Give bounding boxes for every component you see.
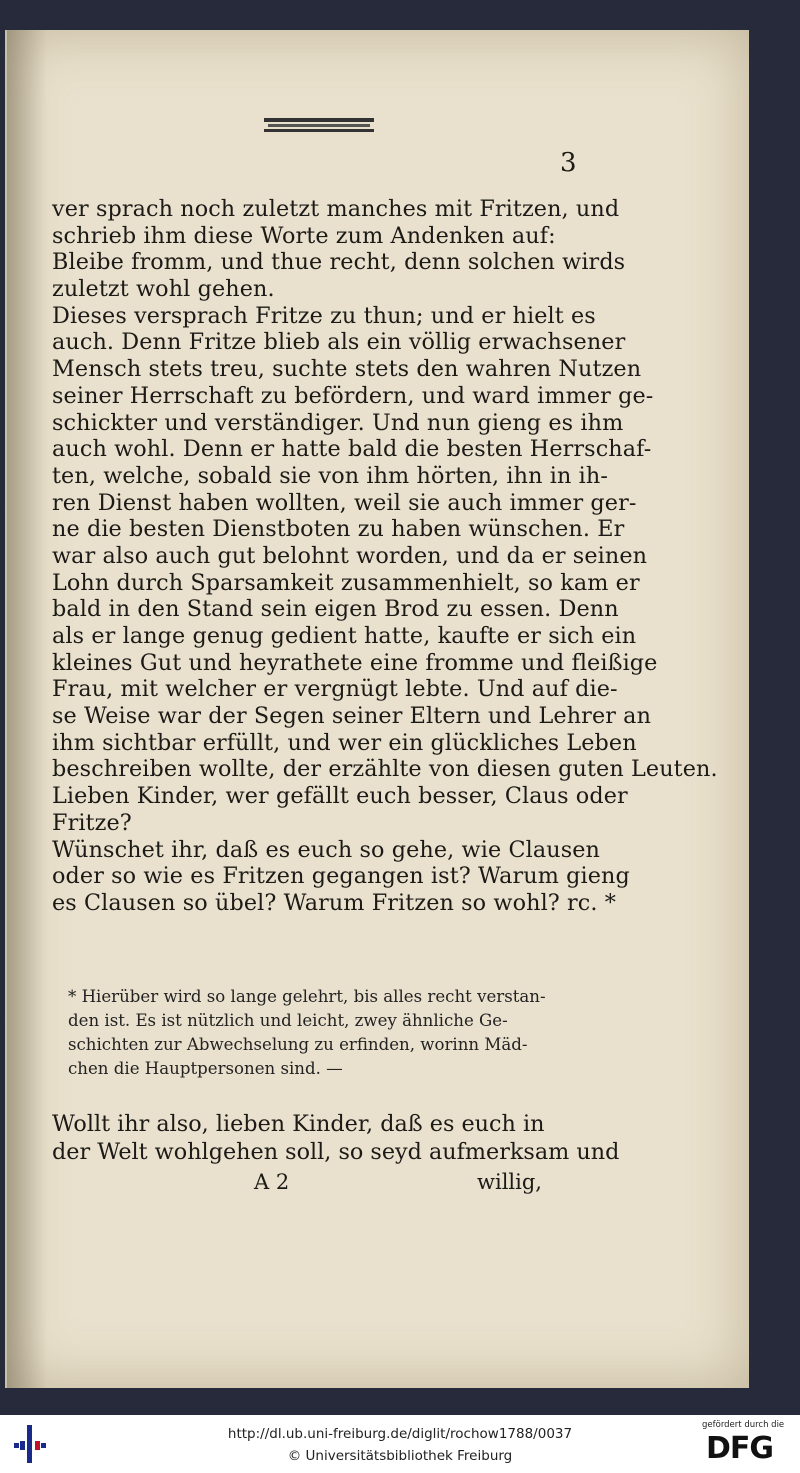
- text-line: auch wohl. Denn er hatte bald die besten Herrschaf-: [52, 436, 652, 463]
- text-line: kleines Gut und heyrathete eine fromme und fleißige: [52, 649, 658, 676]
- text-line: chen die Hauptpersonen sind. —: [68, 1059, 343, 1078]
- text-line: Bleibe fromm, und thue recht, denn solchen wirds: [52, 249, 626, 276]
- text-line: Lohn durch Sparsamkeit zusammenhielt, so kam er: [52, 569, 640, 596]
- page-spine-shadow: [7, 30, 47, 1388]
- permalink[interactable]: http://dl.ub.uni-freiburg.de/diglit/rochow1788/0037: [227, 1426, 573, 1442]
- text-line: beschreiben wollte, der erzählte von diesen guten Leuten.: [52, 756, 718, 783]
- text-line: ihm sichtbar erfüllt, und wer ein glückliches Leben: [52, 729, 637, 756]
- text-line: Frau, mit welcher er vergnügt lebte. Und auf die-: [52, 676, 618, 703]
- page-bottom-marks: [52, 1170, 582, 1200]
- text-line: ten, welche, sobald sie von ihm hörten, ihn in ih-: [52, 462, 608, 489]
- library-footer: [0, 1415, 800, 1473]
- text-line: oder so wie es Fritzen gegangen ist? Warum gieng: [52, 863, 630, 890]
- header-ornament: [264, 118, 374, 134]
- page-number: 3: [560, 148, 577, 178]
- text-line: bald in den Stand sein eigen Brod zu essen. Denn: [52, 596, 619, 623]
- text-line: auch. Denn Fritze blieb als ein völlig erwachsener: [52, 329, 626, 356]
- text-line: ver sprach noch zuletzt manches mit Fritzen, und: [52, 196, 620, 222]
- text-line: den ist. Es ist nützlich und leicht, zwey ähnliche Ge-: [68, 1011, 508, 1030]
- text-line: schrieb ihm diese Worte zum Andenken auf:: [52, 222, 556, 249]
- text-line: Lieben Kinder, wer gefällt euch besser, Claus oder: [52, 783, 628, 810]
- text-line: Wünschet ihr, daß es euch so gehe, wie Clausen: [52, 836, 600, 863]
- body-text: [52, 196, 718, 917]
- signature-mark: A 2: [254, 1170, 290, 1194]
- closing-text: [52, 1110, 620, 1166]
- copyright-notice: © Universitätsbibliothek Freiburg: [287, 1448, 513, 1464]
- text-line: * Hierüber wird so lange gelehrt, bis alles recht verstan-: [68, 987, 546, 1006]
- text-line: ne die besten Dienstboten zu haben wünschen. Er: [52, 516, 625, 543]
- catchword: willig,: [477, 1170, 542, 1194]
- text-line: Fritze?: [52, 809, 132, 836]
- text-line: Dieses versprach Fritze zu thun; und er hielt es: [52, 302, 596, 329]
- text-line: war also auch gut belohnt worden, und da er seinen: [52, 542, 648, 569]
- funding-note: gefördert durch die: [702, 1420, 785, 1430]
- text-line: zuletzt wohl gehen.: [52, 276, 275, 303]
- text-line: Wollt ihr also, lieben Kinder, daß es euch in: [52, 1111, 545, 1137]
- text-line: seiner Herrschaft zu befördern, und ward immer ge-: [52, 382, 654, 409]
- text-line: als er lange genug gedient hatte, kaufte er sich ein: [52, 623, 637, 649]
- text-line: schichten zur Abwechselung zu erfinden, worinn Mäd-: [68, 1035, 528, 1054]
- text-line: es Clausen so übel? Warum Fritzen so wohl? rc. *: [52, 889, 617, 916]
- dfg-logo-icon: DFG: [706, 1431, 774, 1466]
- text-line: der Welt wohlgehen soll, so seyd aufmerksam und: [52, 1139, 620, 1165]
- footnote: [68, 985, 588, 1081]
- text-line: se Weise war der Segen seiner Eltern und Lehrer an: [52, 703, 652, 730]
- text-line: schickter und verständiger. Und nun gieng es ihm: [52, 409, 624, 436]
- text-line: ren Dienst haben wollten, weil sie auch immer ger-: [52, 489, 637, 516]
- text-line: Mensch stets treu, suchte stets den wahren Nutzen: [52, 356, 642, 383]
